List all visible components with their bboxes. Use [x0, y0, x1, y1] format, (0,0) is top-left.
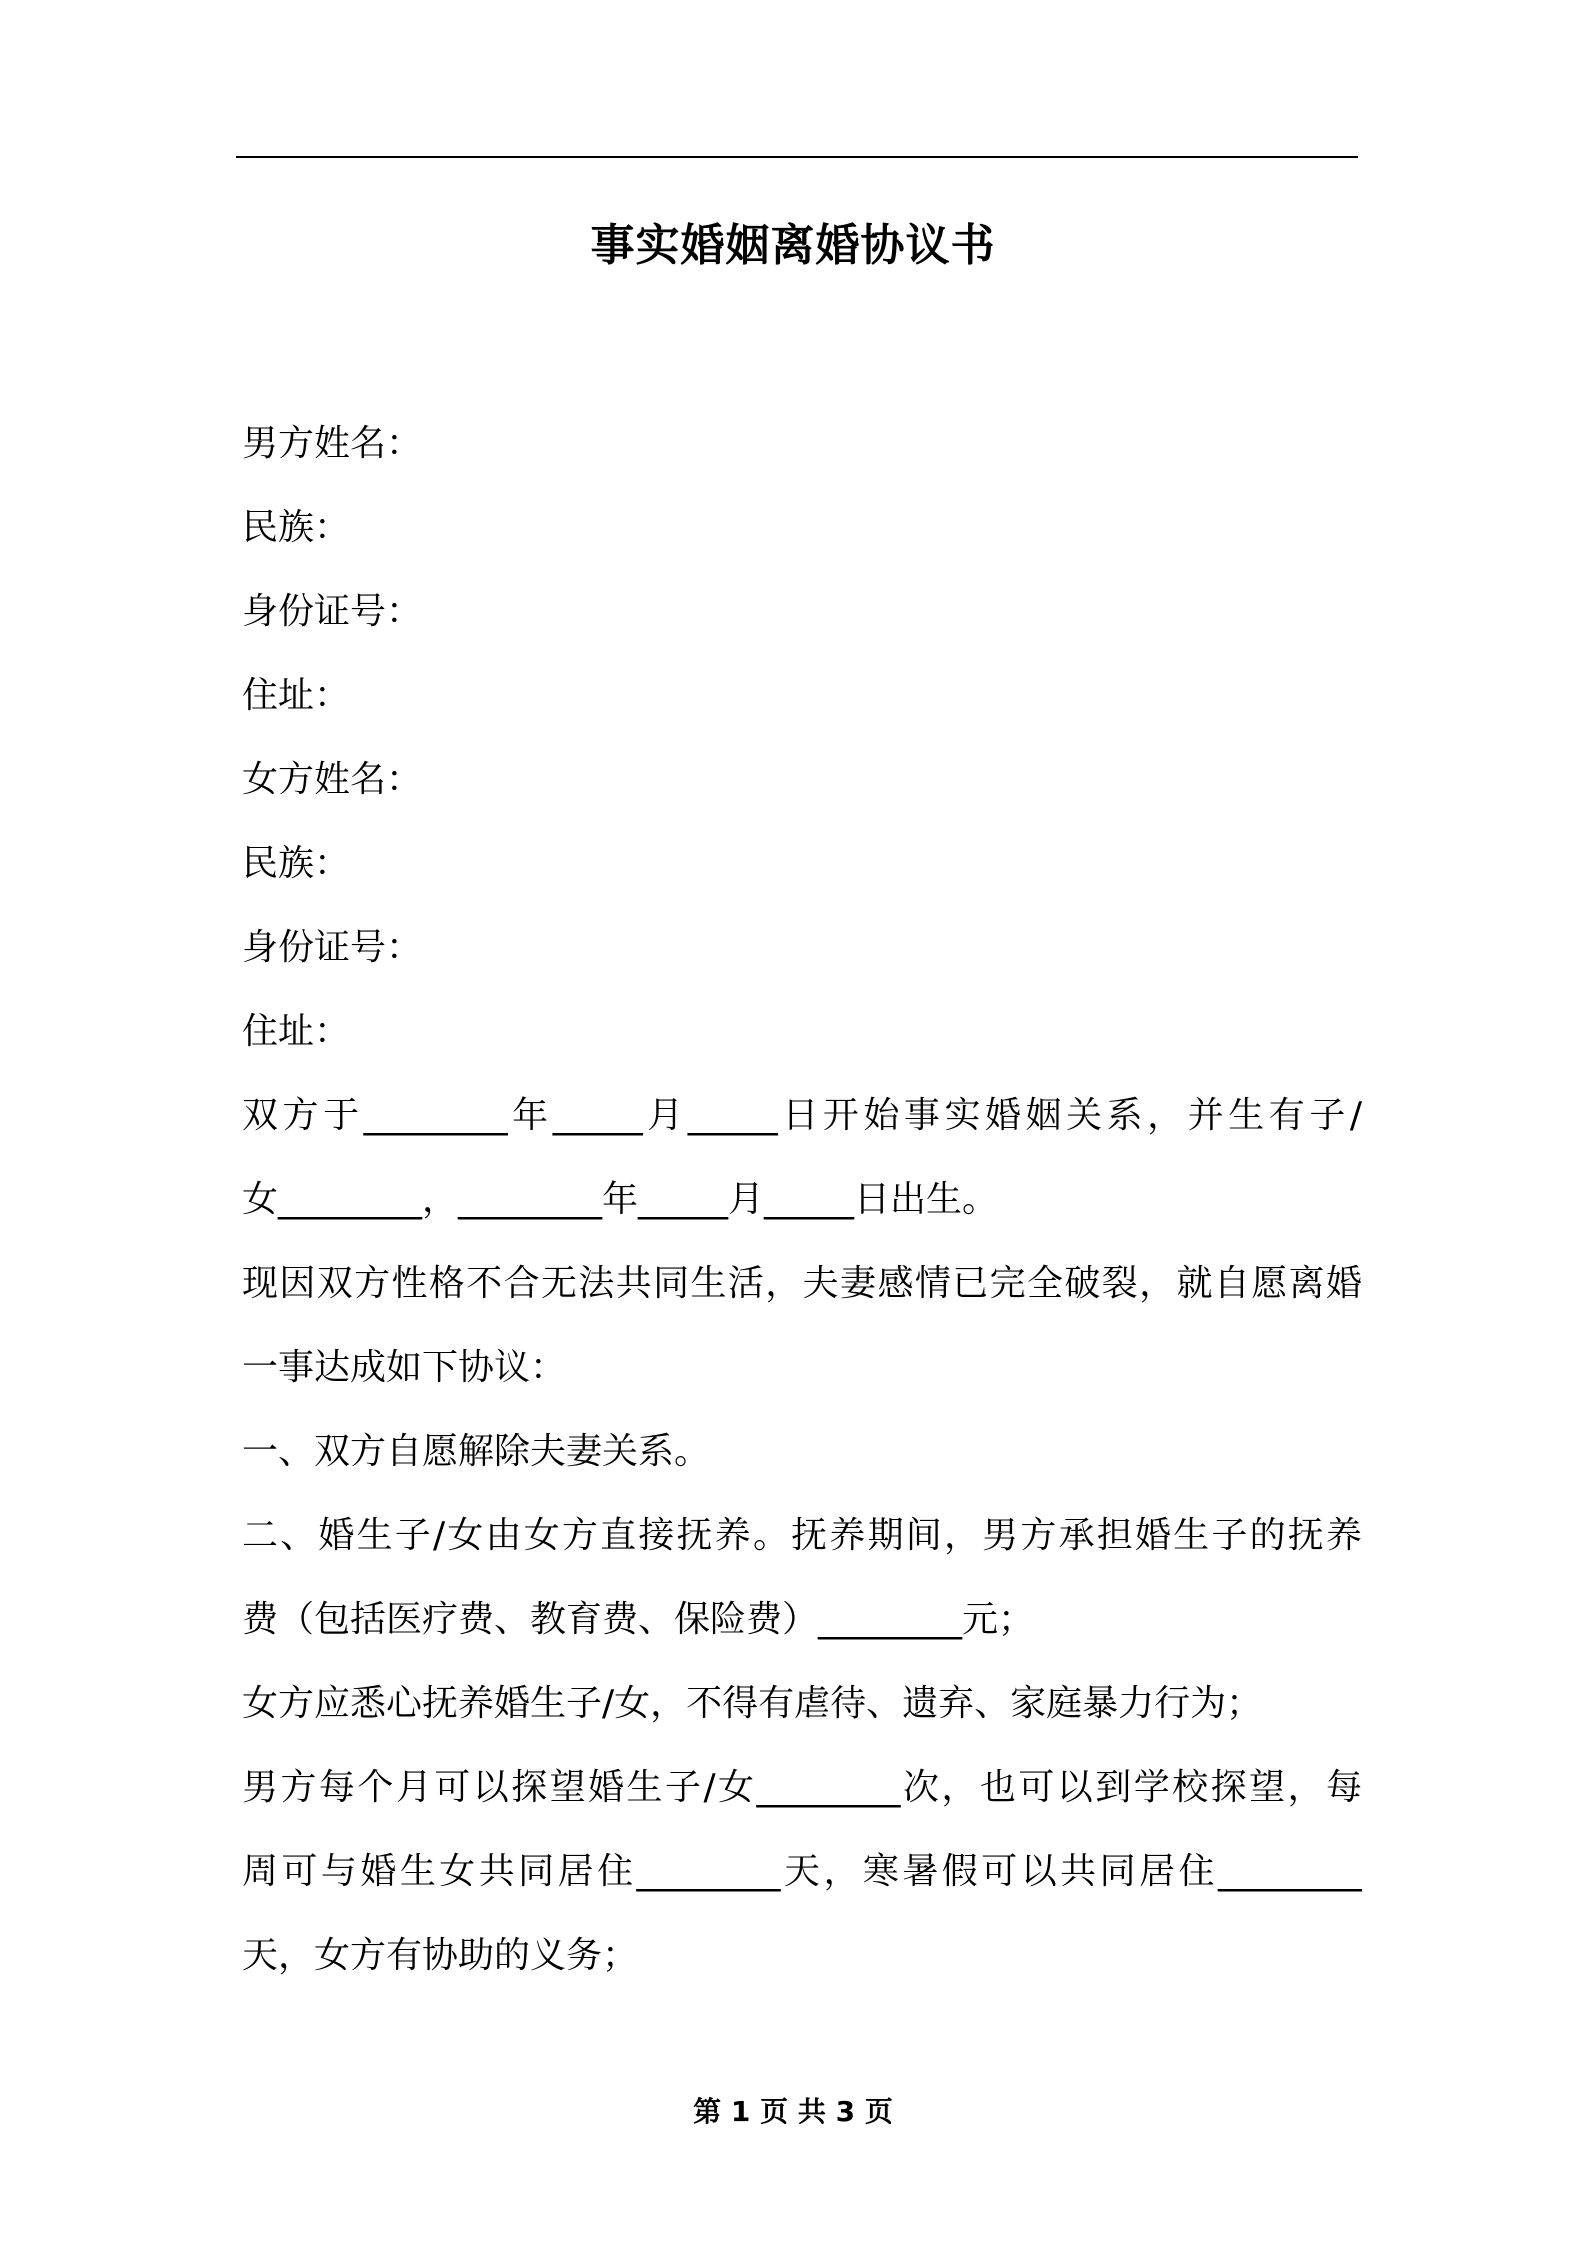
clause-2-line-2: 费（包括医疗费、教育费、保险费）________元； — [242, 1599, 1035, 1640]
child-birth-line: 女________，________年_____月_____日出生。 — [242, 1179, 999, 1220]
custody-duty-line: 女方应悉心抚养婚生子/女，不得有虐待、遗弃、家庭暴力行为； — [242, 1683, 1263, 1724]
header-rule — [236, 156, 1358, 158]
document-title: 事实婚姻离婚协议书 — [590, 220, 996, 271]
visitation-line-3: 天，女方有协助的义务； — [242, 1935, 639, 1976]
male-address-line: 住址： — [242, 675, 351, 716]
male-id-number-line: 身份证号： — [242, 591, 423, 632]
page-indicator: 第 1 页 共 3 页 — [693, 2095, 893, 2128]
clause-1: 一、双方自愿解除夫妻关系。 — [242, 1431, 711, 1472]
female-id-number-line: 身份证号： — [242, 927, 423, 968]
reason-line-1: 现因双方性格不合无法共同生活，夫妻感情已完全破裂，就自愿离婚 — [242, 1263, 1362, 1304]
marriage-start-line: 双方于________年_____月_____日开始事实婚姻关系，并生有子/ — [242, 1095, 1362, 1136]
clause-2-line-1: 二、婚生子/女由女方直接抚养。抚养期间，男方承担婚生子的抚养 — [242, 1515, 1362, 1556]
female-ethnicity-line: 民族： — [242, 843, 351, 884]
document-body — [242, 402, 1362, 1998]
visitation-line-1: 男方每个月可以探望婚生子/女________次，也可以到学校探望，每 — [242, 1767, 1362, 1808]
visitation-line-2: 周可与婚生女共同居住________天，寒暑假可以共同居住________ — [242, 1851, 1362, 1892]
reason-line-2: 一事达成如下协议： — [242, 1347, 567, 1388]
male-ethnicity-line: 民族： — [242, 507, 351, 548]
female-address-line: 住址： — [242, 1011, 351, 1052]
male-name-line: 男方姓名： — [242, 423, 423, 464]
female-name-line: 女方姓名： — [242, 759, 423, 800]
